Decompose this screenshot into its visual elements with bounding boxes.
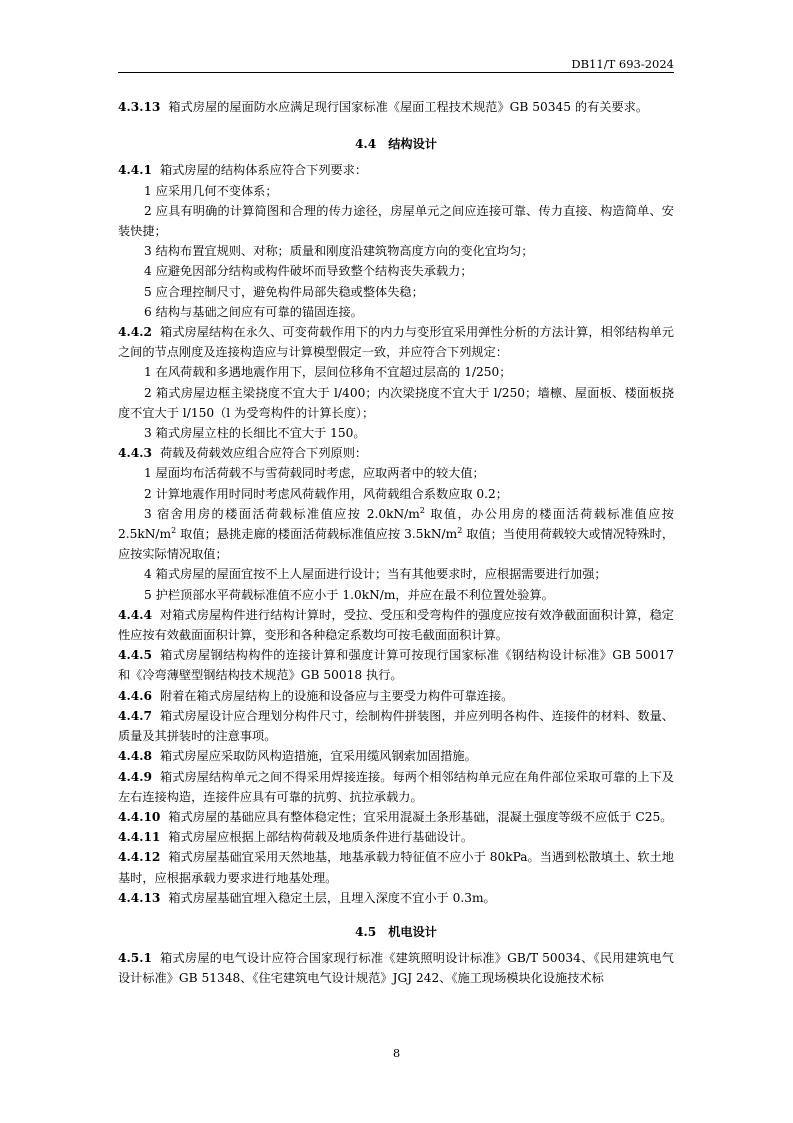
clause-number: 4.4.12	[118, 850, 161, 865]
clause-text: 箱式房屋的屋面防水应满足现行国家标准《屋面工程技术规范》GB 50345 的有关要求。	[168, 100, 649, 114]
clause-number: 4.4.11	[118, 830, 161, 845]
header-divider	[118, 72, 674, 73]
clause-number: 4.5.1	[118, 951, 152, 966]
clause-text: 箱式房屋的电气设计应符合国家现行标准《建筑照明设计标准》GB/T 50034、《民用建筑电气设计标准》GB 51348、《住宅建筑电气设计规范》JGJ 242、《施工现场模块化设施技术标	[118, 951, 674, 986]
list-item: 2 计算地震作用时同时考虑风荷载作用，风荷载组合系数应取 0.2；	[144, 486, 508, 501]
clause-number: 4.4.4	[118, 607, 152, 622]
list-item-text: 取值；当使用荷载较大或情况特殊时，应按实际情况取值；	[118, 527, 675, 562]
list-item: 1 应采用几何不变体系；	[144, 183, 278, 198]
superscript: 2	[171, 526, 177, 535]
clause-text: 荷载及荷载效应组合应符合下列原则：	[159, 446, 368, 461]
list-item: 2 箱式房屋边框主梁挠度不宜大于 l/400；内次梁挠度不宜大于 l/250；墙檩、屋面板、楼面板挠度不宜大于 l/150（l 为受弯构件的计算长度）；	[118, 385, 674, 420]
clause-text: 箱式房屋的基础应具有整体稳定性；宜采用混凝土条形基础，混凝土强度等级不应低于 C25。	[168, 809, 673, 824]
section-title: 机电设计	[388, 924, 437, 939]
section-heading-4-5	[118, 922, 674, 942]
clause-text: 箱式房屋设计应合理划分构件尺寸，绘制构件拼装图，并应列明各构件、连接件的材料、数量、质量及其拼装时的注意事项。	[118, 708, 674, 744]
clause-4-4-4	[118, 605, 674, 645]
clause-4-4-1	[118, 160, 674, 180]
section-number: 4.5	[355, 924, 377, 939]
clause-text: 箱式房屋基础宜埋入稳定土层，且埋入深度不宜小于 0.3m。	[168, 890, 496, 905]
list-item: 3 箱式房屋立柱的长细比不宜大于 150。	[144, 426, 366, 441]
clause-text: 箱式房屋结构单元之间不得采用焊接连接。每两个相邻结构单元应在角件部位采取可靠的上下及左右连接构造，连接件应具有可靠的抗剪、抗拉承载力。	[118, 769, 674, 804]
list-item-text: 取值，办公用房的楼面活荷载标准值应按 2.5kN/m	[118, 506, 674, 542]
clause-number: 4.4.9	[118, 769, 152, 784]
list-item: 1 在风荷载和多遇地震作用下，层间位移角不宜超过层高的 1/250；	[144, 365, 512, 380]
list-item: 5 护栏顶部水平荷载标准值不应小于 1.0kN/m，并应在最不利位置处验算。	[144, 587, 554, 602]
section-number: 4.4	[355, 137, 377, 152]
clause-number: 4.4.10	[118, 809, 161, 824]
clause-number: 4.4.1	[118, 163, 152, 178]
clause-number: 4.4.5	[118, 648, 152, 663]
section-heading-4-4	[118, 134, 674, 154]
superscript: 2	[419, 505, 425, 515]
clause-4-4-12	[118, 847, 674, 887]
list-item: 5 应合理控制尺寸，避免构件局部失稳或整体失稳；	[144, 284, 424, 299]
clause-4-5-1	[118, 948, 674, 988]
header-doc-code: DB11/T 693-2024	[571, 57, 674, 71]
clause-4-4-6	[118, 686, 674, 706]
clause-text: 附着在箱式房屋结构上的设施和设备应与主要受力构件可靠连接。	[159, 688, 514, 703]
list-item: 2 应具有明确的计算简图和合理的传力途径，房屋单元之间应连接可靠、传力直接、构造简单、安装快捷；	[118, 203, 674, 239]
list-item: 4 应避免因部分结构或构件破坏而导致整个结构丧失承载力；	[144, 264, 473, 279]
clause-number: 4.3.13	[118, 100, 161, 114]
list-item-text: 3 宿舍用房的楼面活荷载标准值应按 2.0kN/m	[144, 506, 420, 521]
clause-4-4-8	[118, 746, 674, 766]
list-item: 6 结构与基础之间应有可靠的锚固连接。	[144, 304, 363, 319]
clause-number: 4.4.2	[118, 325, 152, 340]
clause-4-4-10	[118, 807, 674, 827]
clause-4-4-9	[118, 767, 674, 807]
document-body	[118, 97, 674, 989]
clause-4-4-2	[118, 322, 674, 362]
section-title: 结构设计	[388, 137, 437, 152]
list-item: 1 屋面均布活荷载不与雪荷载同时考虑，应取两者中的较大值；	[144, 466, 485, 481]
clause-4-4-13	[118, 888, 674, 908]
page-number: 8	[392, 1046, 401, 1060]
clause-text: 箱式房屋钢结构构件的连接计算和强度计算可按现行国家标准《钢结构设计标准》GB 50017 和《冷弯薄壁型钢结构技术规范》GB 50018 执行。	[118, 648, 674, 683]
clause-4-4-11	[118, 827, 674, 847]
clause-text: 箱式房屋应采取防风构造措施，宜采用缆风钢索加固措施。	[159, 749, 477, 764]
superscript: 2	[457, 526, 463, 535]
clause-text: 箱式房屋基础宜采用天然地基，地基承载力特征值不应小于 80kPa。当遇到松散填土、软土地基时，应根据承载力要求进行地基处理。	[118, 850, 674, 885]
clause-text: 对箱式房屋构件进行结构计算时，受拉、受压和受弯构件的强度应按有效净截面面积计算，稳定性应按有效截面面积计算，变形和各种稳定系数均可按毛截面面积计算。	[118, 607, 674, 643]
clause-4-3-13	[118, 97, 674, 117]
clause-text: 箱式房屋应根据上部结构荷载及地质条件进行基础设计。	[168, 830, 474, 845]
list-item-text: 取值；悬挑走廊的楼面活荷载标准值应按 3.5kN/m	[176, 527, 458, 542]
clause-text: 箱式房屋结构在永久、可变荷载作用下的内力与变形宜采用弹性分析的方法计算，相邻结构单元之间的节点刚度及连接构造应与计算模型假定一致，并应符合下列规定：	[118, 325, 674, 360]
clause-number: 4.4.8	[118, 749, 152, 764]
clause-number: 4.4.3	[118, 446, 152, 461]
clause-number: 4.4.6	[118, 688, 152, 703]
clause-4-4-5	[118, 645, 674, 685]
clause-4-4-3	[118, 443, 674, 463]
clause-number: 4.4.7	[118, 708, 152, 723]
list-item: 3 结构布置宜规则、对称；质量和刚度沿建筑物高度方向的变化宜均匀；	[144, 244, 534, 259]
list-item	[118, 504, 674, 565]
list-item: 4 箱式房屋的屋面宜按不上人屋面进行设计；当有其他要求时，应根据需要进行加强；	[144, 567, 607, 582]
clause-4-4-7	[118, 706, 674, 746]
clause-text: 箱式房屋的结构体系应符合下列要求：	[159, 163, 368, 178]
clause-number: 4.4.13	[118, 890, 161, 905]
